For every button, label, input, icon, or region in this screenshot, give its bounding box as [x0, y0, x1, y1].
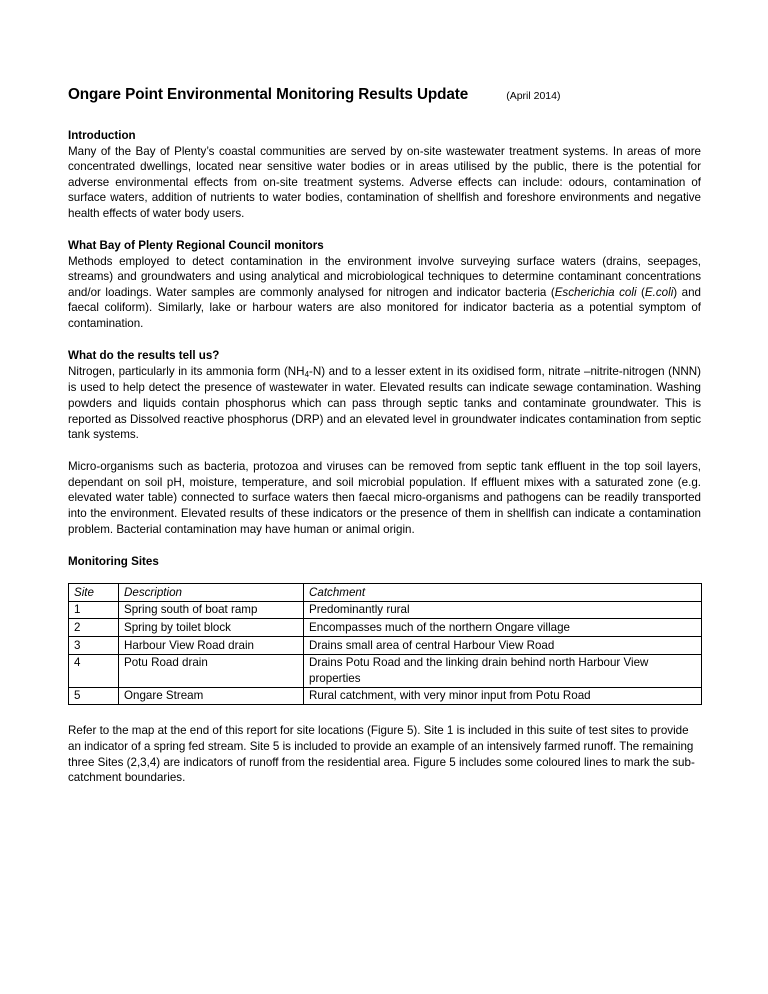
- section-heading-results-meaning: What do the results tell us?: [68, 349, 220, 363]
- closing-note: Refer to the map at the end of this report for site locations (Figure 5). Site 1 is included in this suite of test sites to provide an indicator of a spring fed stream. Site 5 is included to provide an example of an intensively farmed runoff. The remaining three Sites (2,3,4) are indicators of runoff from the residential area. Figure 5 includes some coloured lines to mark the sub-catchment boundaries.: [68, 724, 695, 785]
- section-body-results-meaning: [68, 364, 701, 443]
- section-body-what-council-monitors: [68, 254, 701, 332]
- table-header: [69, 584, 702, 602]
- results-text-part-1: Nitrogen, particularly in its ammonia form (NH: [68, 364, 305, 378]
- section-what-council-monitors: [68, 238, 701, 332]
- cell-catchment: Drains Potu Road and the linking drain behind north Harbour View properties: [304, 654, 702, 687]
- cell-catchment: Rural catchment, with very minor input from Potu Road: [304, 687, 702, 705]
- table-header-row: [69, 584, 702, 602]
- monitors-text-part-2: (: [636, 285, 645, 299]
- cell-description: Spring south of boat ramp: [119, 601, 304, 619]
- cell-description: Harbour View Road drain: [119, 637, 304, 655]
- species-name-ecoli: E.coli: [644, 285, 674, 299]
- ammonia-subscript: 4: [304, 369, 310, 379]
- cell-catchment: Encompasses much of the northern Ongare village: [304, 619, 702, 637]
- monitoring-sites-table: [68, 583, 702, 705]
- table-row: [69, 637, 702, 655]
- monitors-text-part-1: Methods employed to detect contamination in the environment involve surveying surface waters (drains, seepages, streams) and groundwaters and using analytical and microbiological techniques to determine contaminant concentrations and/or loadings. Water samples are commonly analysed for nitrogen and indicator bacteria (: [68, 254, 701, 299]
- section-heading-monitoring-sites: Monitoring Sites: [68, 554, 159, 568]
- cell-catchment: Predominantly rural: [304, 601, 702, 619]
- table-row: [69, 687, 702, 705]
- section-results-meaning: [68, 348, 701, 443]
- column-header-description: Description: [119, 584, 304, 602]
- cell-description: Ongare Stream: [119, 687, 304, 705]
- section-heading-introduction: Introduction: [68, 129, 136, 142]
- section-body-micro-organisms: Micro-organisms such as bacteria, protozoa and viruses can be removed from septic tank effluent in the top soil layers, dependant on soil pH, moisture, temperature, and soil microbial population. If effluent mixes with a saturated zone (e.g. elevated water table) connected to surface waters then faecal micro-organisms and pathogens can be readily transported into the environment. Elevated results of these indicators or the presence of them in shellfish can indicate a contamination problem. Bacterial contamination may have human or animal origin.: [68, 460, 701, 536]
- cell-catchment: Drains small area of central Harbour View Road: [304, 637, 702, 655]
- column-header-site: Site: [69, 584, 119, 602]
- section-introduction: [68, 128, 701, 222]
- section-heading-what-council-monitors: What Bay of Plenty Regional Council monitors: [68, 239, 324, 253]
- section-body-introduction: Many of the Bay of Plenty’s coastal communities are served by on-site wastewater treatment systems. In areas of more concentrated dwellings, located near sensitive water bodies or in areas utilised by the public, there is the potential for adverse environmental effects from on-site treatment systems. Adverse effects can include: odours, contamination of surface waters, addition of nutrients to water bodies, contamination of shellfish and foreshore environments and negative health effects of water body users.: [68, 144, 701, 220]
- document-header: [68, 86, 701, 104]
- species-name-escherichia-coli: Escherichia coli: [554, 285, 637, 299]
- cell-site: 4: [69, 654, 119, 687]
- cell-site: 1: [69, 601, 119, 619]
- cell-description: Potu Road drain: [119, 654, 304, 687]
- cell-site: 3: [69, 637, 119, 655]
- table-row: [69, 619, 702, 637]
- table-row: [69, 601, 702, 619]
- table-body: [69, 601, 702, 705]
- results-text-part-2: -N) and to a lesser extent in its oxidised form, nitrate –nitrite-nitrogen (NNN) is used to help detect the presence of wastewater in water. Elevated results can indicate sewage contamination. Washing powders and liquids contain phosphorus which can pass through septic tanks and contaminate groundwater. This is reported as Dissolved reactive phosphorus (DRP) and an elevated level in groundwater indicates contamination from septic tank systems.: [68, 364, 701, 442]
- monitors-text-part-3: ) and faecal coliform). Similarly, lake or harbour waters are also monitored for indicator bacteria as a potential symptom of contamination.: [68, 285, 701, 331]
- document-content: [68, 86, 701, 786]
- cell-site: 2: [69, 619, 119, 637]
- column-header-catchment: Catchment: [304, 584, 702, 602]
- page-title: Ongare Point Environmental Monitoring Results Update: [68, 86, 469, 103]
- document-date: (April 2014): [506, 90, 561, 102]
- cell-site: 5: [69, 687, 119, 705]
- section-micro-organisms: [68, 459, 701, 537]
- table-row: [69, 654, 702, 687]
- cell-description: Spring by toilet block: [119, 619, 304, 637]
